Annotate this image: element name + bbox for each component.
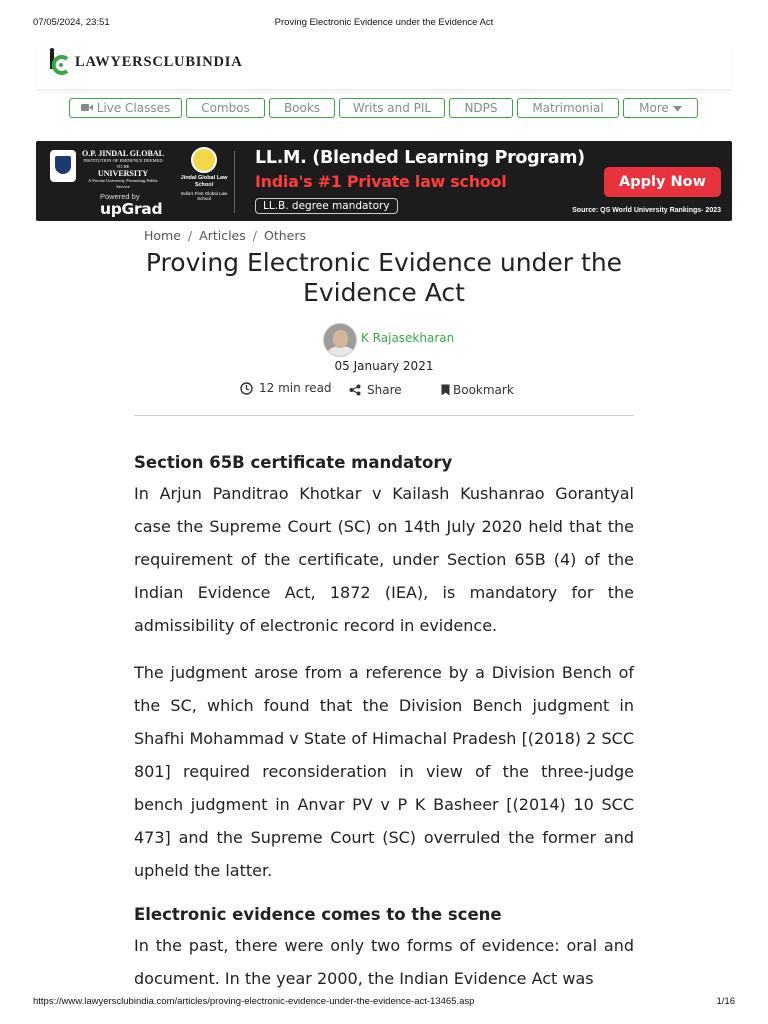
nav-writs-and-pil[interactable] <box>339 98 445 118</box>
breadcrumb-articles[interactable]: Articles <box>199 228 246 243</box>
bookmark-button[interactable] <box>441 383 514 397</box>
read-time-label: 12 min read <box>259 381 332 395</box>
nav-label: Live Classes <box>96 101 171 115</box>
breadcrumb-separator: / <box>252 228 257 243</box>
nav-more[interactable] <box>623 98 698 118</box>
caret-down-icon <box>673 101 682 115</box>
banner-title: LL.M. (Blended Learning Program) <box>255 148 585 168</box>
nav-label: Matrimonial <box>532 101 604 115</box>
author-link[interactable]: K Rajasekharan <box>361 331 455 345</box>
nav-live-classes[interactable] <box>69 98 182 118</box>
read-time <box>240 381 332 395</box>
jgu-crest-icon <box>50 150 76 182</box>
jgu-university: UNIVERSITY <box>97 169 149 178</box>
nav-label: Combos <box>201 101 250 115</box>
site-logo-text: LAWYERSCLUBINDIA <box>75 53 243 70</box>
nav-ndps[interactable] <box>449 98 513 118</box>
share-icon <box>349 384 361 396</box>
jgu-logo <box>50 150 164 190</box>
jgu-motto: A Private University Promoting Public Service <box>88 178 158 189</box>
print-url: https://www.lawyersclubindia.com/articles/proving-electronic-evidence-under-the-evidence-act-13465.asp <box>33 996 475 1007</box>
breadcrumb-separator: / <box>187 228 193 243</box>
site-header <box>36 44 732 90</box>
banner-requirement-pill: LL.B. degree mandatory <box>255 198 398 214</box>
article-body <box>134 449 634 1009</box>
paragraph: In Arjun Panditrao Khotkar v Kailash Kushanrao Gorantyal case the Supreme Court (SC) on 14th July 2020 held that the requirement of the certificate, under Section 65B (4) of the Indian Evidence Act, 1872 (IEA), is mandatory for the admissibility of electronic record in evidence. <box>134 484 634 635</box>
upgrad-logo: upGrad <box>100 200 163 218</box>
breadcrumb <box>144 228 306 243</box>
nav-matrimonial[interactable] <box>517 98 619 118</box>
print-doc-title: Proving Electronic Evidence under the Evidence Act <box>274 17 494 28</box>
jgu-tag: INSTITUTION OF EMINENCE DEEMED TO BE <box>83 158 163 169</box>
nav-label: Books <box>283 101 321 115</box>
page-title: Proving Electronic Evidence under the Evidence Act <box>145 248 623 307</box>
nav-label: Writs and PIL <box>352 101 432 115</box>
category-nav <box>69 98 698 118</box>
jgls-name: Jindal Global Law School <box>180 175 228 188</box>
powered-by-label: Powered by <box>100 192 140 201</box>
banner-source: Source: QS World University Rankings- 2023 <box>572 207 721 214</box>
breadcrumb-others[interactable]: Others <box>263 228 306 243</box>
nav-books[interactable] <box>269 98 335 118</box>
clock-icon <box>240 382 253 395</box>
jgls-seal-icon <box>191 147 217 173</box>
print-datetime: 07/05/2024, 23:51 <box>33 17 110 28</box>
lci-logo-icon <box>47 48 71 76</box>
breadcrumb-home[interactable]: Home <box>144 228 181 243</box>
nav-label: NDPS <box>464 101 498 115</box>
section-heading: Section 65B certificate mandatory <box>134 453 453 472</box>
paragraph: The judgment arose from a reference by a Division Bench of the SC, which found that the Division Bench judgment in Shafhi Mohammad v State of Himachal Pradesh [(2018) 2 SCC 801] required reconsideration in view of the three-judge bench judgment in Anvar PV v P K Basheer [(2014) 10 SCC 473] and the Supreme Court (SC) overruled the former and upheld the latter. <box>134 663 634 880</box>
paragraph: In the past, there were only two forms of evidence: oral and document. In the year 2000, the Indian Evidence Act was <box>134 936 634 988</box>
jgls-tag: India's First Global Law School <box>180 191 228 201</box>
jgls-logo <box>174 147 234 201</box>
bookmark-icon <box>441 384 450 396</box>
nav-label: More <box>639 101 669 115</box>
llm-ad-banner[interactable] <box>36 141 732 221</box>
bookmark-label: Bookmark <box>453 383 514 397</box>
divider <box>134 415 634 416</box>
section-heading: Electronic evidence comes to the scene <box>134 905 502 924</box>
site-logo[interactable] <box>47 48 243 76</box>
nav-combos[interactable] <box>186 98 265 118</box>
jgu-name: O.P. JINDAL GLOBAL <box>82 149 164 158</box>
print-page-number: 1/16 <box>716 996 735 1007</box>
share-label: Share <box>367 383 402 397</box>
share-button[interactable] <box>349 383 402 397</box>
author-avatar[interactable] <box>323 323 357 357</box>
apply-now-button[interactable]: Apply Now <box>604 167 721 197</box>
video-icon <box>81 101 93 115</box>
publish-date: 05 January 2021 <box>334 359 434 373</box>
banner-divider <box>234 151 235 213</box>
banner-subtitle: India's #1 Private law school <box>255 172 507 191</box>
